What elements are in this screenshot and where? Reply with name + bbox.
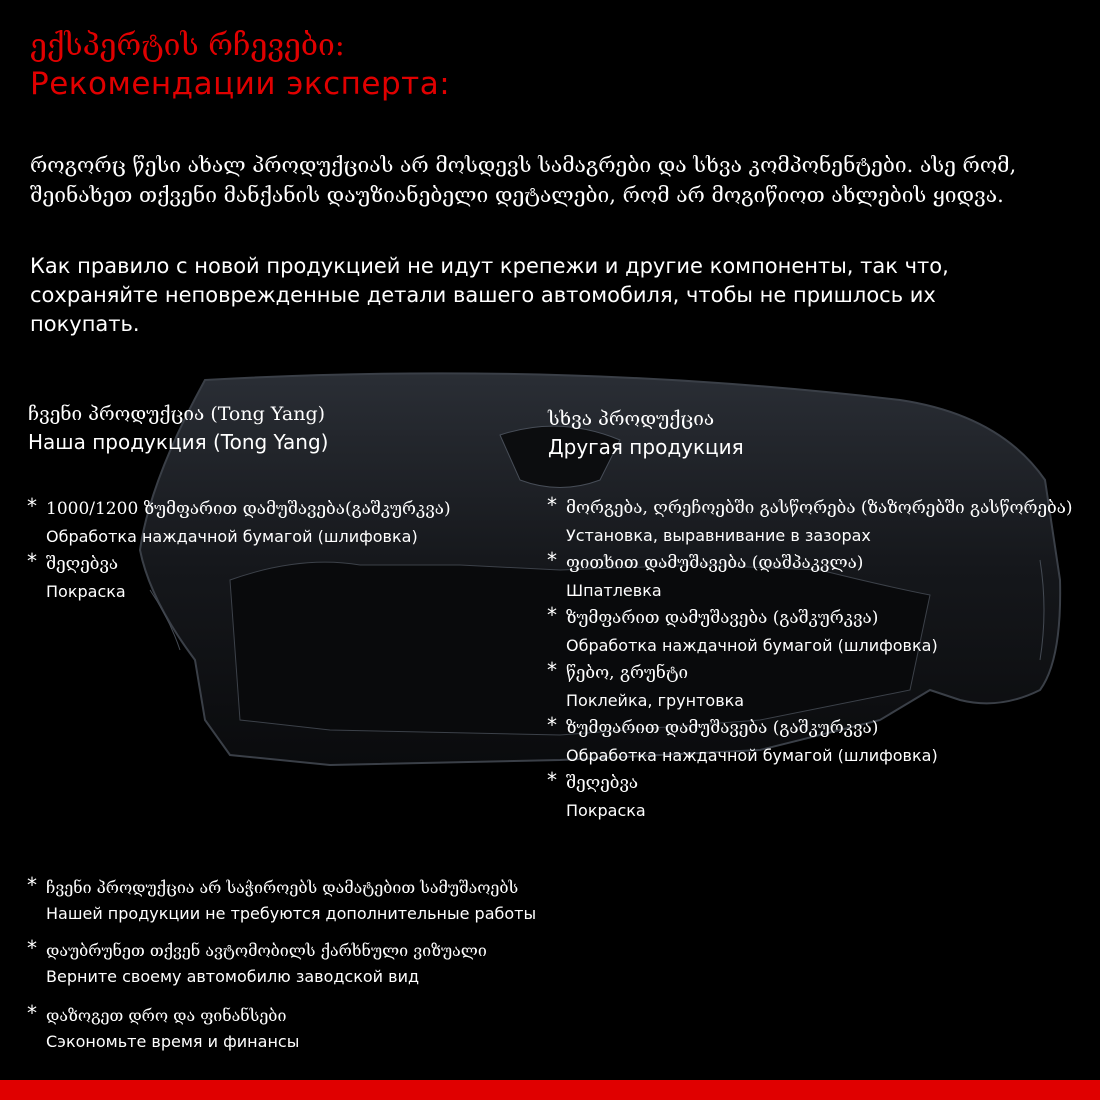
item-russian: Покраска [566, 801, 646, 820]
note-georgian: დაუბრუნეთ თქვენ ავტომობილს ქარხნული ვიზუალი [46, 941, 487, 960]
item-russian: Покраска [46, 582, 126, 601]
intro-georgian: როგორც წესი ახალ პროდუქციას არ მოსდევს სამაგრები და სხვა კომპონენტები. ასე რომ, შეინახეთ თქვენი მანქანის დაუზიანებელი დეტალები, რომ არ მოგიწიოთ ახლების ყიდვა. [30, 153, 1017, 207]
other-product-column [548, 405, 1073, 825]
bullet-star: * [547, 603, 557, 627]
other-product-header-georgian: სხვა პროდუქცია [548, 408, 715, 430]
item-russian: Шпатлевка [566, 581, 662, 600]
bullet-star: * [27, 936, 37, 960]
list-item [548, 495, 1073, 550]
note-russian: Сэкономьте время и финансы [46, 1032, 300, 1051]
item-russian: Обработка наждачной бумагой (шлифовка) [566, 746, 938, 765]
bullet-star: * [547, 768, 557, 792]
bullet-star: * [27, 1001, 37, 1025]
list-item [548, 715, 1073, 770]
bullet-star: * [27, 549, 37, 573]
bullet-star: * [547, 493, 557, 517]
note-russian: Верните своему автомобилю заводской вид [46, 967, 420, 986]
list-item [28, 496, 451, 551]
item-georgian: ზუმფარით დამუშავება (გაშკურკვა) [566, 718, 879, 738]
item-georgian: შეღებვა [566, 773, 639, 793]
intro-russian: Как правило с новой продукцией не идут крепежи и другие компоненты, так что, сохраняйте неповрежденные детали вашего автомобиля, чтобы не пришлось их покупать. [30, 254, 949, 336]
item-georgian: წებო, გრუნტი [566, 663, 689, 683]
bottom-note [28, 938, 487, 990]
list-item [28, 551, 451, 606]
item-georgian: 1000/1200 ზუმფარით დამუშავება(გაშკურკვა) [46, 499, 451, 519]
other-product-header-russian: Другая продукция [548, 435, 744, 459]
bullet-star: * [547, 548, 557, 572]
item-georgian: შეღებვა [46, 554, 119, 574]
bottom-note [28, 875, 536, 927]
title-georgian: ექსპერტის რჩევები: [30, 28, 345, 63]
list-item [548, 660, 1073, 715]
bullet-star: * [547, 713, 557, 737]
our-product-column [28, 400, 451, 606]
note-georgian: დაზოგეთ დრო და ფინანსები [46, 1006, 287, 1025]
list-item [548, 550, 1073, 605]
list-item [548, 605, 1073, 660]
item-georgian: მორგება, ღრეჩოებში გასწორება (ზაზორებში გასწორება) [566, 498, 1073, 518]
title-russian: Рекомендации эксперта: [30, 66, 451, 102]
item-georgian: ზუმფარით დამუშავება (გაშკურკვა) [566, 608, 879, 628]
note-russian: Нашей продукции не требуются дополнительные работы [46, 904, 537, 923]
item-russian: Обработка наждачной бумагой (шлифовка) [46, 527, 418, 546]
bottom-note [28, 1003, 299, 1055]
our-product-header-russian: Наша продукция (Tong Yang) [28, 430, 329, 454]
item-russian: Обработка наждачной бумагой (шлифовка) [566, 636, 938, 655]
item-georgian: ფითხით დამუშავება (დაშპაკვლა) [566, 553, 864, 573]
bullet-star: * [547, 658, 557, 682]
note-georgian: ჩვენი პროდუქცია არ საჭიროებს დამატებით სამუშაოებს [46, 878, 519, 897]
item-russian: Поклейка, грунтовка [566, 691, 745, 710]
bullet-star: * [27, 873, 37, 897]
our-product-header-georgian: ჩვენი პროდუქცია (Tong Yang) [28, 403, 326, 425]
list-item [548, 770, 1073, 825]
item-russian: Установка, выравнивание в зазорах [566, 526, 871, 545]
bullet-star: * [27, 494, 37, 518]
bottom-red-bar [0, 1080, 1100, 1100]
